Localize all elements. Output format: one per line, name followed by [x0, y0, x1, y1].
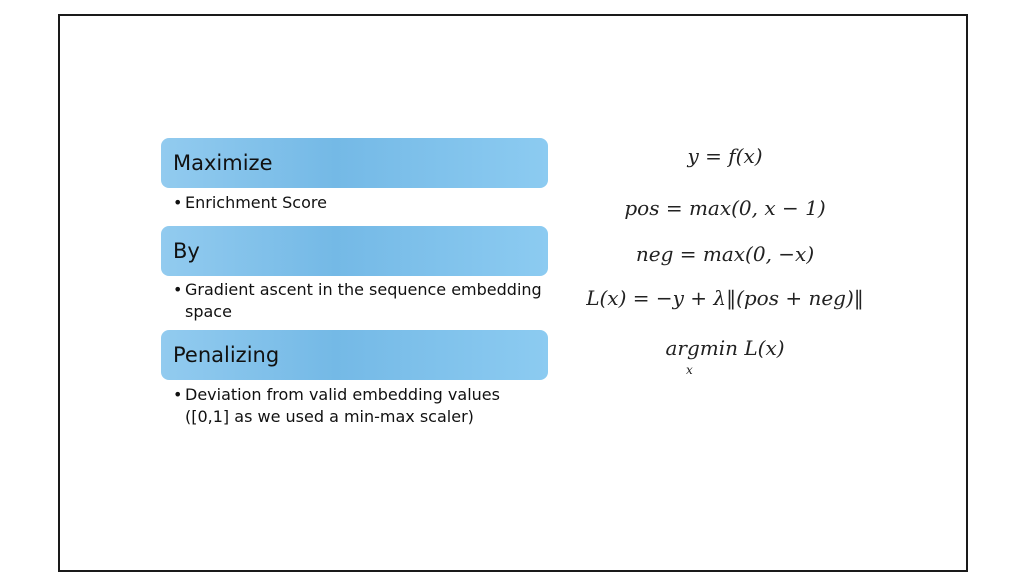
argmin-subscript: x: [686, 363, 693, 377]
section-bullets-by: [173, 279, 543, 323]
bullet-dot-icon: •: [173, 385, 183, 404]
list-item: [173, 279, 543, 323]
section-heading-maximize: Maximize: [161, 138, 548, 188]
section-bullets-maximize: [173, 192, 543, 214]
bullet-text: Gradient ascent in the sequence embedding space: [185, 280, 542, 321]
formula-loss: L(x) = −y + λ‖(pos + neg)‖: [586, 286, 864, 310]
bullet-text: Deviation from valid embedding values ([0,1] as we used a min-max scaler): [185, 385, 500, 426]
formula-argmin: argmin L(x): [665, 336, 785, 360]
formula-y: y = f(x): [687, 144, 763, 168]
list-item: [173, 384, 543, 428]
section-heading-penalizing: Penalizing: [161, 330, 548, 380]
list-item: [173, 192, 543, 214]
formula-neg: neg = max(0, −x): [635, 242, 815, 266]
slide: [58, 14, 968, 572]
section-heading-by: By: [161, 226, 548, 276]
bullet-dot-icon: •: [173, 193, 183, 212]
bullet-text: Enrichment Score: [185, 193, 327, 212]
bullet-dot-icon: •: [173, 280, 183, 299]
formula-pos: pos = max(0, x − 1): [624, 196, 826, 220]
section-bullets-penalizing: [173, 384, 543, 428]
